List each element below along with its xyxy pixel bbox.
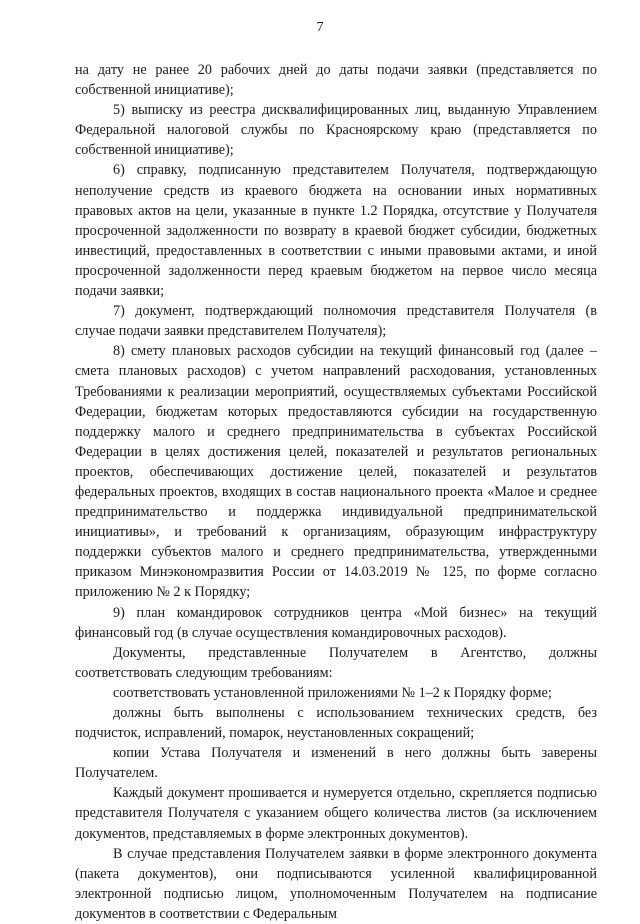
page-number: 7 — [316, 20, 324, 35]
paragraph-item-9: 9) план командировок сотрудников центра «Мой бизнес» на текущий финансовый год (в случае осуществления командировочных расходов). — [75, 604, 597, 641]
document-body — [75, 60, 597, 924]
paragraph-continuation: на дату не ранее 20 рабочих дней до даты подачи заявки (представляется по собственной инициативе); — [75, 62, 597, 99]
paragraph-requirement-form: соответствовать установленной приложениями № 1–2 к Порядку форме; — [113, 684, 552, 701]
paragraph-item-6: 6) справку, подписанную представителем Получателя, подтверждающую неполучение средств из краевого бюджета на основании иных нормативных правовых актов на цели, указанные в пункте 1.2 Порядка, отсутствие у Получателя просроченной задолженности по возврату в краевой бюджет субсидии, бюджетных инвестиций, предоставленных в соответствии с иными правовыми актами, и иной просроченной задолженности перед краевым бюджетом на первое число месяца подачи заявки; — [75, 162, 597, 300]
paragraph-item-7: 7) документ, подтверждающий полномочия представителя Получателя (в случае подачи заявки представителем Получателя); — [75, 303, 597, 340]
paragraph-item-5: 5) выписку из реестра дисквалифицированных лиц, выданную Управлением Федеральной налоговой службы по Красноярскому краю (представляется по собственной инициативе); — [75, 102, 597, 159]
paragraph-binding: Каждый документ прошивается и нумеруется отдельно, скрепляется подписью представителя Получателя с указанием общего количества листов (за исключением документов, представляемых в форме электронных документов). — [75, 785, 597, 842]
paragraph-requirement-technical: должны быть выполнены с использованием технических средств, без подчисток, исправлений, помарок, неустановленных сокращений; — [75, 705, 597, 742]
paragraph-electronic: В случае представления Получателем заявки в форме электронного документа (пакета документов), они подписываются усиленной квалифицированной электронной подписью лицом, уполномоченным Получателем на подписание документов в соответствии с Федеральным — [75, 845, 597, 922]
paragraph-requirement-copies: копии Устава Получателя и изменений в него должны быть заверены Получателем. — [75, 745, 597, 782]
paragraph-requirements-intro: Документы, представленные Получателем в Агентство, должны соответствовать следующим требованиям: — [75, 644, 597, 681]
paragraph-item-8: 8) смету плановых расходов субсидии на текущий финансовый год (далее – смета плановых расходов) с учетом направлений расходования, установленных Требованиями к реализации мероприятий, осуществляемых субъектами Российской Федерации, бюджетам которых предоставляются субсидии на государственную поддержку малого и среднего предпринимательства в субъектах Российской Федерации в целях достижения целей, показателей и результатов региональных проектов, обеспечивающих достижение целей, показателей и результатов федеральных проектов, входящих в состав национального проекта «Малое и среднее предпринимательство и поддержка индивидуальной предпринимательской инициативы», и требований к организациям, образующим инфраструктуру поддержки субъектов малого и среднего предпринимательства, утвержденными приказом Минэкономразвития России от 14.03.2019 № 125, по форме согласно приложению № 2 к Порядку; — [75, 343, 597, 601]
